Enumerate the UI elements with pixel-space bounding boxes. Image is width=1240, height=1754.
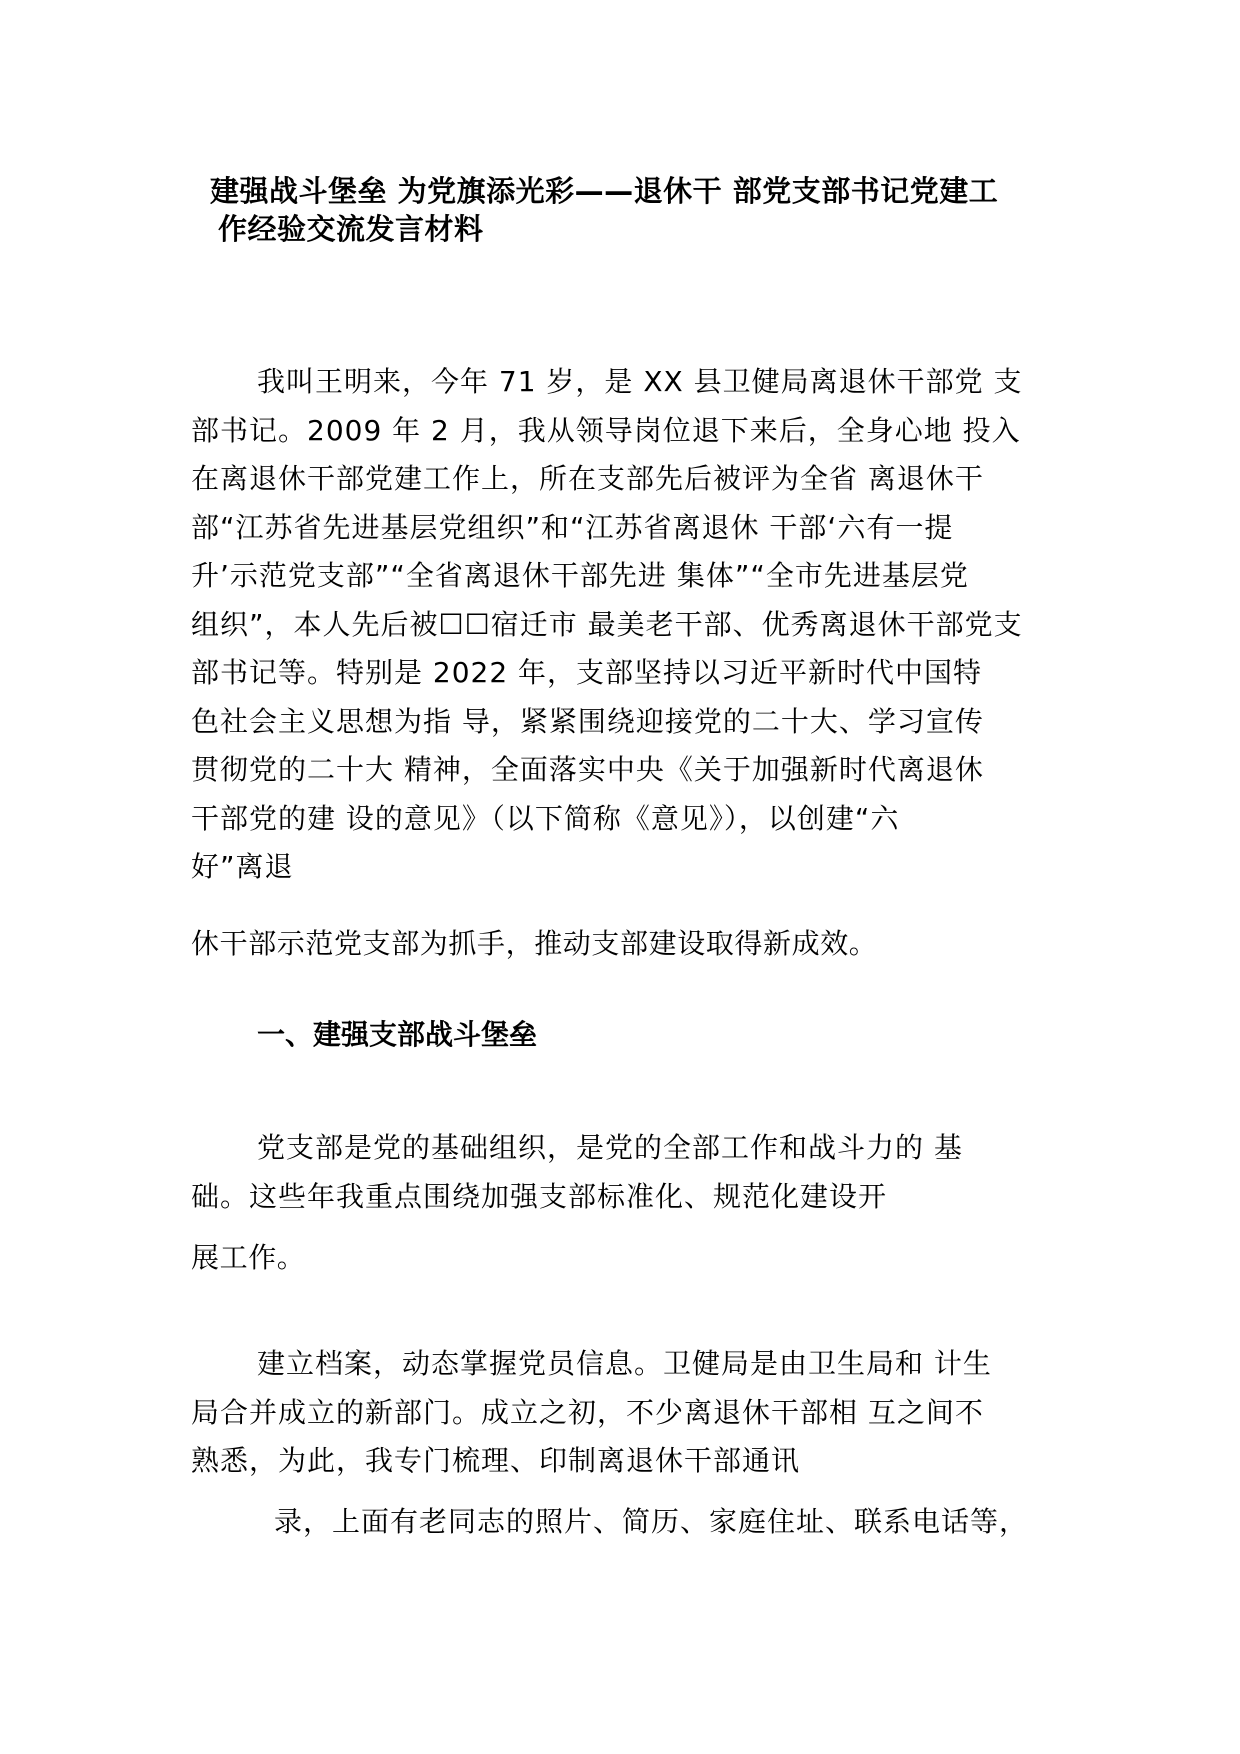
archive-line: 建立档案，动态掌握党员信息。卫健局是由卫生局和 计生 (257, 1347, 992, 1380)
intro-paragraph-tail: 休干部示范党支部为抓手，推动支部建设取得新成效。 (191, 927, 878, 960)
intro-line: 我叫王明来，今年 71 岁，是 XX 县卫健局离退休干部党 支 (257, 365, 1023, 398)
base-paragraph (191, 1124, 963, 1221)
intro-line: 干部党的建 设的意见》（以下简称《意见》），以创建“六 (191, 801, 900, 835)
intro-paragraph (191, 358, 1023, 892)
intro-line: 部书记等。特别是 2022 年，支部坚持以习近平新时代中国特 (191, 656, 983, 689)
intro-line: 贯彻党的二十大 精神，全面落实中央《关于加强新时代离退休 (191, 753, 984, 786)
intro-line: 升’示范党支部”“全省离退休干部先进 集体”“全市先进基层党 (191, 559, 969, 592)
archive-paragraph-tail: 录，上面有老同志的照片、简历、家庭住址、联系电话等， (274, 1505, 1029, 1538)
title-line-2: 作经验交流发言材料 (218, 212, 484, 246)
section-heading-1: 一、建强支部战斗堡垒 (257, 1018, 538, 1051)
title-line-1: 建强战斗堡垒 为党旗添光彩——退休干 部党支部书记党建工 (210, 174, 999, 208)
intro-line: 部“江苏省先进基层党组织”和“江苏省离退休 干部‘六有一提 (191, 510, 954, 544)
base-paragraph-tail: 展工作。 (191, 1241, 306, 1274)
archive-line: 熟悉，为此，我专门梳理、印制离退休干部通讯 (191, 1444, 801, 1477)
archive-line: 局合并成立的新部门。成立之初，不少离退休干部相 互之间不 (191, 1395, 984, 1429)
archive-paragraph (191, 1340, 992, 1486)
intro-line: 色社会主义思想为指 导，紧紧围绕迎接党的二十大、学习宣传 (191, 704, 984, 738)
base-line: 础。这些年我重点围绕加强支部标准化、规范化建设开 (191, 1179, 888, 1213)
intro-line: 在离退休干部党建工作上，所在支部先后被评为全省 离退休干 (191, 462, 984, 495)
intro-line: 好”离退 (191, 850, 294, 883)
document-title (210, 172, 1030, 248)
intro-line: 部书记。2009 年 2 月，我从领导岗位退下来后，全身心地 投入 (191, 413, 1021, 447)
intro-line: 组织”，本人先后被☐☐宿迁市 最美老干部、优秀离退休干部党支 (191, 607, 1023, 641)
base-line: 党支部是党的基础组织，是党的全部工作和战斗力的 基 (257, 1131, 963, 1164)
